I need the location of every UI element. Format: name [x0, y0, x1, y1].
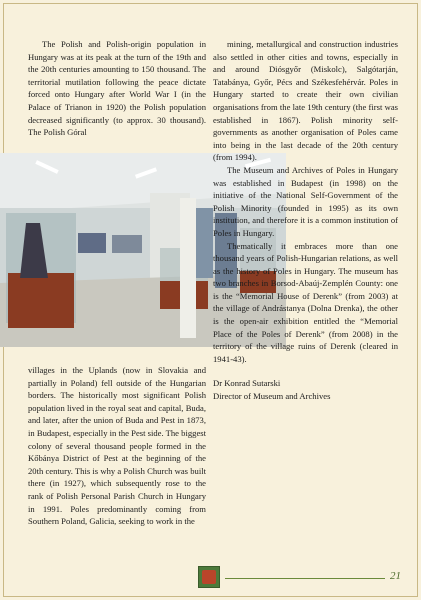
paragraph-borders: villages in the Uplands (now in Slovakia and partially in Poland) fell outside of the Hungarian borders. The historically most significant Polish population lived in the royal seat and capital, Buda, and later, after the union of Buda and Pest in 1873, in Budapest, especially in the Pest side. The biggest colony of several thousand people formed in the Kőbánya District of Pest at the beginning of the 20th century. This is why a Polish Church was built there (in 1927), which subsequently rose to the rank of Polish Personal Parish Church in Hungary in 1991. Poles predominantly coming from Southern Poland, Galicia, seeking to work in the [28, 365, 206, 527]
paragraph-settlements [213, 38, 398, 164]
paragraph-settlements-text: mining, metallurgical and construction industries also settled in other cities and towns, especially in and around Diósgyőr (Miskolc), Salgótarján, Tatabánya, Győr, Pécs and Székesfehérvár. Poles in Hungary started to create their own civilian organisations from the late 19th century (the first was established in 1867). Polish minority self-governments as another organisation of Poles came into being in the last decade of the 20th century (from 1994). [213, 39, 398, 163]
paragraph-intro: The Polish and Polish-origin population in Hungary was at its peak at the turn of the 19th and the 20th centuries amounting to 150 thousand. The territorial mutilation following the peace dictate forced onto Hungary after World War I (in the Palace of Trianon in 1920) the Polish population decreased significantly (to approx. 30 thousand). The Polish Góral [28, 39, 206, 138]
logo-emblem [202, 570, 216, 584]
signature-name: Dr Konrad Sutarski [213, 378, 281, 389]
page-number: 21 [390, 570, 401, 582]
paragraph-themes: Thematically it embraces more than one thousand years of Polish-Hungarian relations, as well as the history of Poles in Hungary. The museum has two branches in Borsod-Abaúj-Zemplén County: one is the “Memorial House of Derenk” (from 2003) at the village of Andrástanya (Dolna Drenka), the other is the open-air exhibition entitled the “Memorial Place of the Poles of Derenk” (from 2008) in the territory of the village ruins of Derenk (cleared in 1941-43). [213, 240, 398, 364]
left-column-bottom [28, 364, 206, 528]
right-column [213, 38, 398, 403]
left-column-top [28, 38, 206, 139]
signature-title: Director of Museum and Archives [213, 391, 331, 402]
museum-logo-icon [198, 566, 220, 588]
paragraph-museum: The Museum and Archives of Poles in Hungary was established in Budapest (in 1998) on the initiative of the National Self-Government of the Polish Minority (founded in 1995) as its own institution, and therefore it is a common institution of Poles in Hungary. [213, 164, 398, 238]
footer-rule [225, 578, 385, 579]
